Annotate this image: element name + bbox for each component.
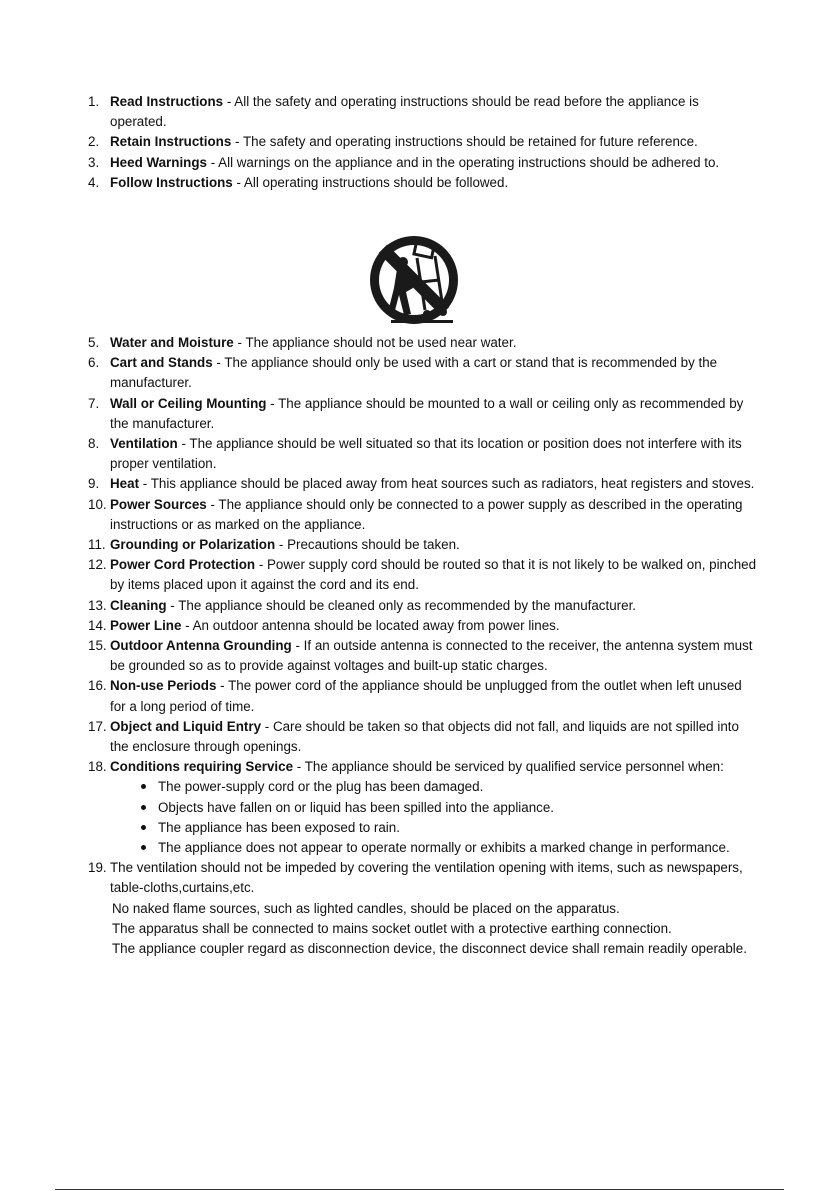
- item-text: All operating instructions should be followed.: [243, 174, 509, 190]
- bullet-item: The power-supply cord or the plug has been damaged.: [134, 777, 758, 797]
- list-item: 3. Heed Warnings - All warnings on the appliance and in the operating instructions should be adhered to.: [88, 153, 758, 173]
- item-number: 3.: [88, 154, 100, 170]
- item-number: 8.: [88, 436, 100, 452]
- item-title: Conditions requiring Service: [110, 759, 294, 775]
- item-title: Ventilation: [110, 436, 178, 452]
- list-item: 17. Object and Liquid Entry - Care should be taken so that objects did not fall, and liquids are not spilled into the enclosure through openings.: [88, 718, 739, 755]
- item-text: All warnings on the appliance and in the operating instructions should be adhered to.: [218, 154, 720, 170]
- service-conditions-list: [110, 777, 758, 858]
- list-item: 11. Grounding or Polarization - Precautions should be taken.: [88, 535, 758, 555]
- item-number: 15.: [88, 638, 107, 654]
- item-title: Power Line: [110, 617, 182, 633]
- item-number: 1.: [88, 94, 100, 109]
- item-number: 14.: [88, 617, 107, 633]
- safety-list-top: [88, 92, 758, 193]
- item-title: Outdoor Antenna Grounding: [110, 638, 292, 654]
- item-number: 10.: [88, 496, 107, 512]
- list-item: 2. Retain Instructions - The safety and operating instructions should be retained for future reference.: [88, 132, 758, 152]
- list-item: 16. Non-use Periods - The power cord of the appliance should be unplugged from the outlet when left unused for a long period of time.: [88, 678, 742, 714]
- list-item: 9. Heat - This appliance should be placed away from heat sources such as radiators, heat registers and stoves.: [88, 474, 758, 494]
- bullet-item: The appliance has been exposed to rain.: [134, 818, 758, 838]
- item-text: This appliance should be placed away from heat sources such as radiators, heat registers and stoves.: [150, 476, 755, 492]
- item-extra-text: The apparatus shall be connected to mains socket outlet with a protective earthing connection.: [112, 920, 672, 936]
- list-item: 6. Cart and Stands - The appliance should only be used with a cart or stand that is recommended by the manufacturer.: [88, 355, 718, 391]
- list-item: 13. Cleaning - The appliance should be cleaned only as recommended by the manufacturer.: [88, 596, 758, 616]
- item-number: 2.: [88, 134, 100, 150]
- item-number: 13.: [88, 597, 107, 613]
- item-text: The appliance should be mounted to a wall or ceiling only as recommended by the manufacturer.: [110, 395, 744, 431]
- item-title: Object and Liquid Entry: [110, 718, 262, 734]
- item-text: The appliance should not be used near water.: [245, 335, 517, 350]
- item-text: Power supply cord should be routed so that it is not likely to be walked on, pinched by items placed upon it against the cord and its end.: [110, 557, 757, 593]
- item-title: Wall or Ceiling Mounting: [110, 395, 267, 411]
- item-number: 6.: [88, 355, 100, 371]
- item-text: Precautions should be taken.: [287, 537, 460, 553]
- cart-tip-over-warning-icon: [361, 232, 471, 332]
- item-title: Heed Warnings: [110, 154, 207, 170]
- list-item: 1. Read Instructions - All the safety and operating instructions should be read before the appliance is operated.: [88, 94, 699, 130]
- item-text: The appliance should be cleaned only as recommended by the manufacturer.: [178, 597, 637, 613]
- item-text: The ventilation should not be impeded by covering the ventilation opening with items, such as newspapers, table-cloths,curtains,etc.: [110, 860, 743, 896]
- list-item: 8. Ventilation - The appliance should be well situated so that its location or position does not interfere with its proper ventilation.: [88, 436, 742, 472]
- item-title: Cart and Stands: [110, 355, 213, 371]
- item-text: The appliance should only be connected to a power supply as described in the operating instructions or as marked on the appliance.: [110, 496, 743, 532]
- item-title: Power Sources: [110, 496, 207, 512]
- list-item: [88, 858, 758, 959]
- item-extra-text: No naked flame sources, such as lighted candles, should be placed on the apparatus.: [112, 900, 620, 916]
- item-title: Follow Instructions: [110, 174, 233, 190]
- item-title: Power Cord Protection: [110, 557, 256, 573]
- item-text: The appliance should be serviced by qualified service personnel when:: [304, 759, 724, 775]
- list-item: 5. Water and Moisture - The appliance should not be used near water.: [88, 333, 758, 353]
- item-title: Grounding or Polarization: [110, 537, 276, 553]
- item-text: All the safety and operating instructions should be read before the appliance is operated.: [110, 94, 699, 130]
- item-title: Water and Moisture: [110, 335, 234, 350]
- list-item: 10. Power Sources - The appliance should only be connected to a power supply as described in the operating instructions or as marked on the appliance.: [88, 496, 743, 532]
- list-item: 4. Follow Instructions - All operating instructions should be followed.: [88, 173, 758, 193]
- item-number: 16.: [88, 678, 107, 694]
- item-text: An outdoor antenna should be located away from power lines.: [192, 617, 560, 633]
- item-number: 4.: [88, 174, 100, 190]
- item-number: 9.: [88, 476, 100, 492]
- list-item: 14. Power Line - An outdoor antenna should be located away from power lines.: [88, 616, 758, 636]
- item-number: 7.: [88, 395, 100, 411]
- item-text: The appliance should be well situated so that its location or position does not interfere with its proper ventilation.: [110, 436, 742, 472]
- item-title: Cleaning: [110, 597, 167, 613]
- item-text: If an outside antenna is connected to the receiver, the antenna system must be grounded so as to provide against voltages and built-up static charges.: [110, 638, 753, 674]
- item-title: Heat: [110, 476, 140, 492]
- bullet-item: Objects have fallen on or liquid has been spilled into the appliance.: [134, 798, 758, 818]
- item-text: The safety and operating instructions should be retained for future reference.: [242, 134, 698, 150]
- item-title: Read Instructions: [110, 94, 224, 109]
- item-title: Non-use Periods: [110, 678, 217, 694]
- footer-divider: [55, 1189, 784, 1190]
- safety-list-bottom: [88, 333, 758, 959]
- item-text: The appliance should only be used with a cart or stand that is recommended by the manufacturer.: [110, 355, 718, 391]
- item-title: Retain Instructions: [110, 134, 232, 150]
- item-number: 12.: [88, 557, 107, 573]
- list-item: 7. Wall or Ceiling Mounting - The appliance should be mounted to a wall or ceiling only as recommended by the manufacturer.: [88, 395, 744, 431]
- item-extra-text: The appliance coupler regard as disconnection device, the disconnect device shall remain readily operable.: [112, 941, 747, 957]
- list-item: 15. Outdoor Antenna Grounding - If an outside antenna is connected to the receiver, the antenna system must be grounded so as to provide against voltages and built-up static charges.: [88, 638, 753, 674]
- item-number: 19.: [88, 860, 107, 876]
- item-number: 5.: [88, 335, 100, 350]
- item-number: 11.: [88, 537, 106, 553]
- item-number: 17.: [88, 718, 107, 734]
- item-text: The power cord of the appliance should be unplugged from the outlet when left unused for a long period of time.: [110, 678, 742, 714]
- list-item: 12. Power Cord Protection - Power supply cord should be routed so that it is not likely to be walked on, pinched by items placed upon it against the cord and its end.: [88, 557, 757, 593]
- bullet-item: The appliance does not appear to operate normally or exhibits a marked change in performance.: [134, 838, 758, 858]
- item-number: 18.: [88, 759, 107, 775]
- list-item: 18. Conditions requiring Service - The appliance should be serviced by qualified service personnel when: The power-supply cord or the plug has been damaged. Objects have fallen on or liquid has been spilled into the appliance. The appliance has been exposed to rain. The appliance does not appear to operate normally or exhibits a marked change in performance.: [88, 757, 758, 858]
- item-text: Care should be taken so that objects did not fall, and liquids are not spilled into the enclosure through openings.: [110, 718, 739, 755]
